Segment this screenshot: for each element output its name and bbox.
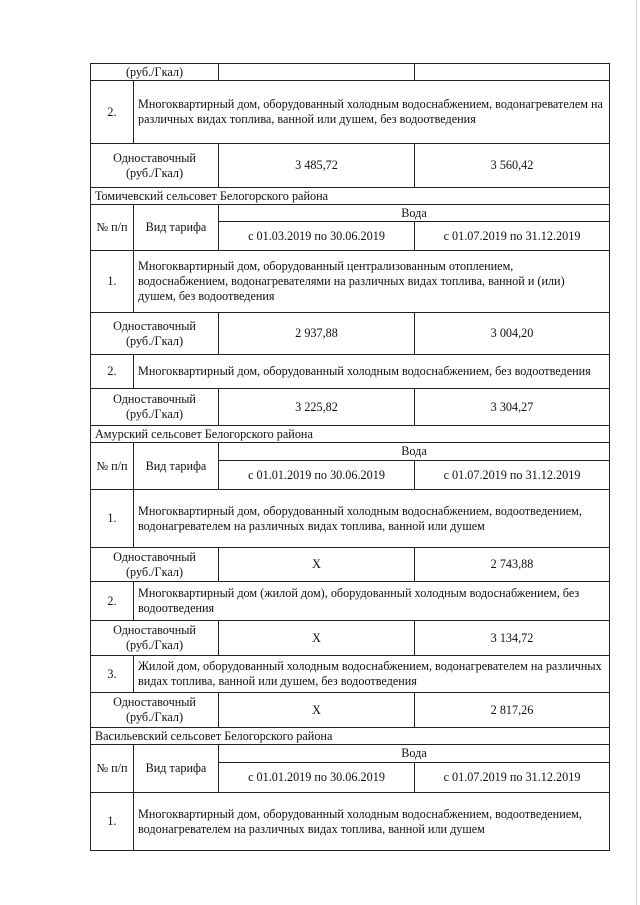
header-period1: с 01.03.2019 по 30.06.2019 [219,222,415,251]
item-description: Жилой дом, оборудованный холодным водоснабжением, водонагревателем на различных видах топлива, ванной или душем, без водоотведения [134,656,610,693]
rate-row [91,621,610,656]
rate-label-line2: (руб./Гкал) [126,710,183,724]
item-description: Многоквартирный дом (жилой дом), оборудованный холодным водоснабжением, без водоотведения [134,582,610,621]
item-row [91,490,610,548]
rate-label-line1: Одноставочный [113,549,196,564]
header-period2: с 01.07.2019 по 31.12.2019 [415,763,610,793]
rate-label [91,621,219,656]
rate-value-period2: 3 560,42 [415,144,610,188]
rate-label-line2: (руб./Гкал) [126,165,183,180]
header-period1: с 01.01.2019 по 30.06.2019 [219,461,415,490]
item-description: Многоквартирный дом, оборудованный холодным водоснабжением, водоотведением, водонагревателем на различных видах топлива, ванной или душем [134,490,610,548]
item-number: 2. [91,582,134,621]
section-title-row [91,188,610,205]
rate-label-line2: (руб./Гкал) [126,564,183,579]
section-title: Васильевский сельсовет Белогорского района [91,728,610,745]
unit-label: (руб./Гкал) [91,64,219,81]
rate-value-period1: 3 485,72 [219,144,415,188]
header-tariff-type: Вид тарифа [134,205,219,251]
rate-value-period2: 3 134,72 [415,621,610,656]
item-number: 1. [91,251,134,313]
item-row [91,251,610,313]
rate-label-line2: (руб./Гкал) [126,333,183,348]
continuation-unit-row [91,64,610,81]
item-row [91,656,610,693]
item-number: 3. [91,656,134,693]
rate-label [91,693,219,728]
header-water: Вода [219,205,610,222]
item-row [91,582,610,621]
header-row [91,745,610,763]
header-row [91,205,610,222]
header-water: Вода [219,443,610,461]
empty-cell [415,64,610,81]
item-number: 1. [91,490,134,548]
section-title: Томичевский сельсовет Белогорского района [91,188,610,205]
item-number: 2. [91,81,134,144]
item-number: 1. [91,793,134,851]
rate-label-line1: Одноставочный [113,392,196,406]
rate-value-period1: Х [219,621,415,656]
header-num: № п/п [91,205,134,251]
header-period1: с 01.01.2019 по 30.06.2019 [219,763,415,793]
rate-label-line1: Одноставочный [113,318,196,333]
rate-row [91,144,610,188]
item-description: Многоквартирный дом, оборудованный холодным водоснабжением, водонагревателем на различных видах топлива, ванной или душем, без водоотведения [134,81,610,144]
rate-label-line1: Одноставочный [113,150,196,165]
rate-label [91,144,219,188]
rate-label [91,548,219,582]
item-description: Многоквартирный дом, оборудованный холодным водоснабжением, водоотведением, водонагревателем на различных видах топлива, ванной или душем [134,793,610,851]
rate-row [91,548,610,582]
header-period2: с 01.07.2019 по 31.12.2019 [415,222,610,251]
header-period2: с 01.07.2019 по 31.12.2019 [415,461,610,490]
rate-row [91,313,610,355]
header-water: Вода [219,745,610,763]
header-row [91,443,610,461]
rate-label-line2: (руб./Гкал) [126,638,183,652]
rate-label [91,313,219,355]
rate-row [91,693,610,728]
rate-row [91,389,610,426]
scan-edge-line [636,0,637,905]
item-number: 2. [91,355,134,389]
rate-value-period1: Х [219,693,415,728]
rate-value-period1: 2 937,88 [219,313,415,355]
section-title-row [91,728,610,745]
rate-value-period1: Х [219,548,415,582]
item-row [91,355,610,389]
item-row [91,793,610,851]
item-row [91,81,610,144]
section-title: Амурский сельсовет Белогорского района [91,426,610,443]
empty-cell [219,64,415,81]
item-description: Многоквартирный дом, оборудованный централизованным отоплением, водоснабжением, водонагревателями на различных видах топлива, ванной и (или) душем, без водоотведения [134,251,610,313]
rate-value-period2: 2 743,88 [415,548,610,582]
header-num: № п/п [91,443,134,490]
rate-label-line2: (руб./Гкал) [126,407,183,421]
tariff-table [90,63,610,851]
rate-label [91,389,219,426]
section-title-row [91,426,610,443]
rate-value-period1: 3 225,82 [219,389,415,426]
item-description: Многоквартирный дом, оборудованный холодным водоснабжением, без водоотведения [134,355,610,389]
header-tariff-type: Вид тарифа [134,745,219,793]
rate-value-period2: 2 817,26 [415,693,610,728]
rate-value-period2: 3 004,20 [415,313,610,355]
rate-label-line1: Одноставочный [113,695,196,709]
rate-label-line1: Одноставочный [113,623,196,637]
rate-value-period2: 3 304,27 [415,389,610,426]
header-tariff-type: Вид тарифа [134,443,219,490]
header-num: № п/п [91,745,134,793]
